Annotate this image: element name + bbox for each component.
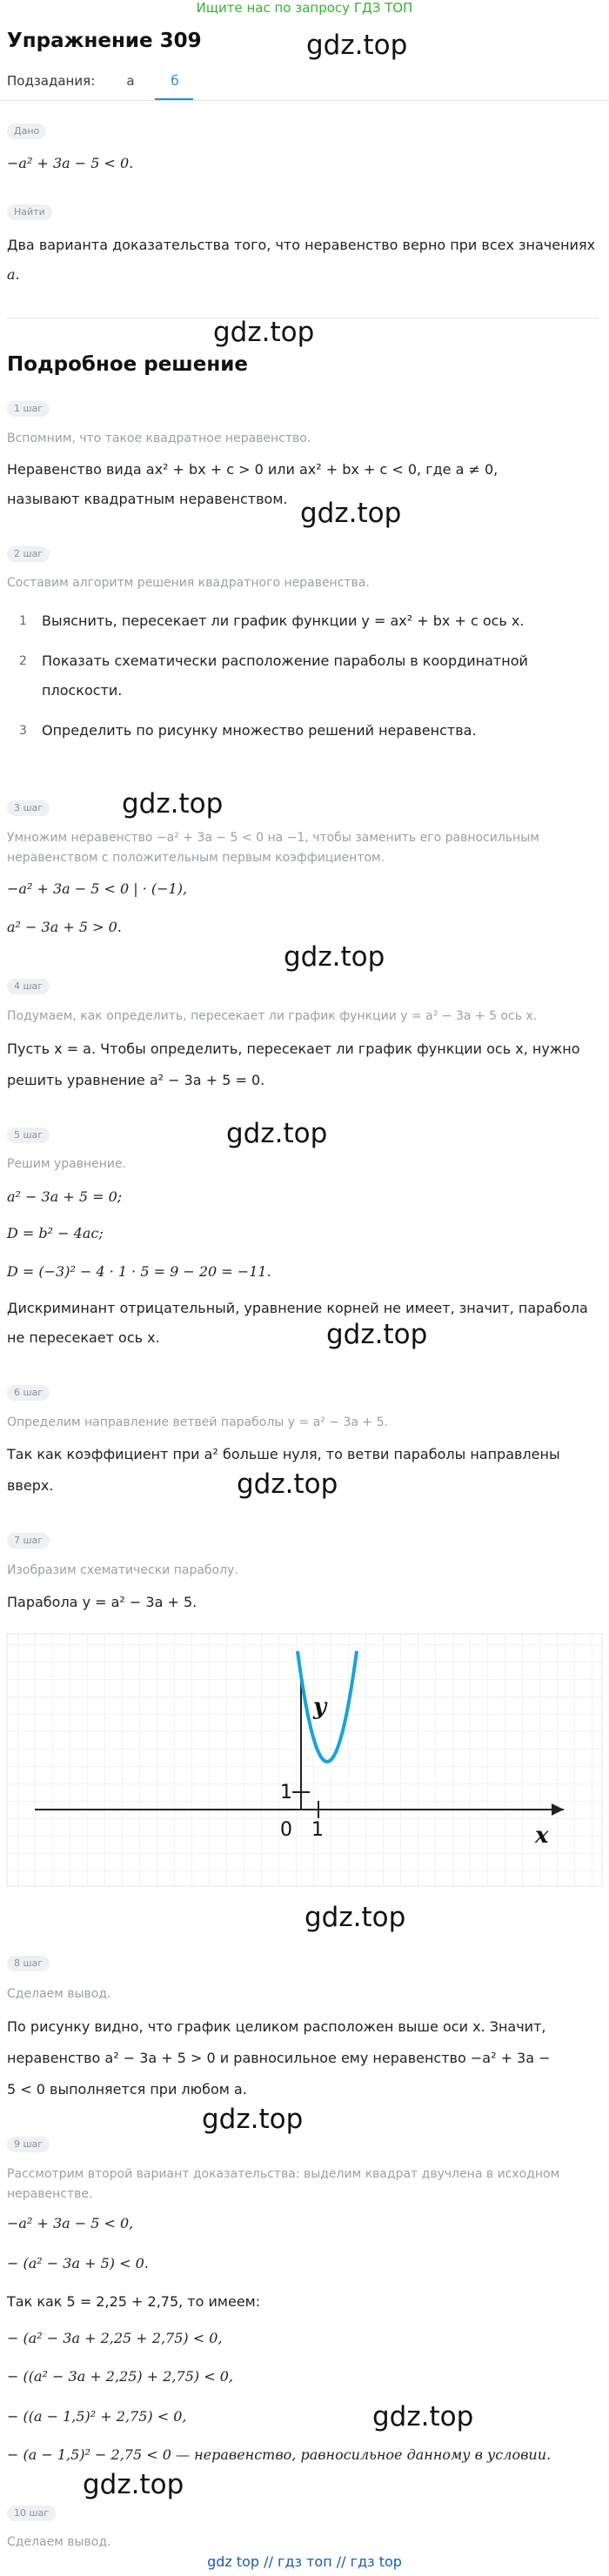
step-pill: 2 шаг (7, 546, 50, 562)
step-formula: − (a² − 3a + 2,25 + 2,75) < 0, (7, 2330, 223, 2346)
step-text: Дискриминант отрицательный, уравнение корней не имеет, значит, парабола (7, 1300, 588, 1316)
y-axis-label: y (313, 1694, 327, 1720)
list-item-cont: плоскости. (42, 682, 123, 699)
step-hint: Подумаем, как определить, пересекает ли график функции y = a² − 3a + 5 ось x. (7, 1009, 538, 1023)
step-text: неравенство a² − 3a + 5 > 0 и равносильное ему неравенство −a² + 3a − (7, 2050, 551, 2066)
tab-a[interactable]: а (126, 73, 135, 89)
y-tick-label: 1 (280, 1782, 292, 1803)
x-axis-label: x (535, 1823, 549, 1849)
step-pill: 10 шаг (7, 2506, 56, 2521)
step-text: не пересекает ось x. (7, 1329, 160, 1346)
step-hint: неравенстве. (7, 2187, 93, 2201)
step-pill: 3 шаг (7, 800, 50, 816)
step-text: называют квадратным неравенством. (7, 491, 288, 507)
footer-link-gdz-top-mixed[interactable]: гдз top (350, 2553, 402, 2570)
step-pill: 1 шаг (7, 401, 50, 417)
footer-link-gdz-top[interactable]: gdz top (207, 2553, 260, 2570)
step-text: Пусть x = a. Чтобы определить, пересекает ли график функции ось x, нужно (7, 1040, 580, 1057)
x-tick-label: 1 (311, 1819, 324, 1841)
step-text: решить уравнение a² − 3a + 5 = 0. (7, 1072, 265, 1088)
watermark: gdz.top (122, 788, 224, 820)
find-text: Два варианта доказательства того, что неравенство верно при всех значениях (7, 237, 596, 253)
step-hint: Составим алгоритм решения квадратного неравенства. (7, 576, 370, 590)
subtasks-label: Подзадания: (7, 73, 96, 89)
step-formula: a² − 3a + 5 > 0. (7, 919, 122, 935)
list-number: 3 (19, 724, 27, 738)
step-formula: −a² + 3a − 5 < 0 | · (−1), (7, 880, 188, 897)
solution-title: Подробное решение (7, 353, 248, 376)
step-hint: Определим направление ветвей параболы y = a² − 3a + 5. (7, 1415, 388, 1429)
step-pill: 4 шаг (7, 979, 50, 994)
step-formula: − ((a − 1,5)² + 2,75) < 0, (7, 2408, 187, 2425)
parabola-graph (0, 1627, 609, 1897)
list-number: 2 (19, 654, 27, 668)
step-hint: Изобразим схематически параболу. (7, 1563, 238, 1577)
step-formula: −a² + 3a − 5 < 0, (7, 2215, 134, 2231)
watermark: gdz.top (306, 30, 408, 61)
step-pill: 9 шаг (7, 2137, 50, 2152)
given-expression: −a² + 3a − 5 < 0. (7, 155, 134, 171)
step-hint: Умножим неравенство −a² + 3a − 5 < 0 на −1, чтобы заменить его равносильным (7, 831, 539, 845)
step-hint: неравенством с положительным первым коэффициентом. (7, 851, 385, 865)
step-formula: − (a² − 3a + 5) < 0. (7, 2255, 149, 2272)
footer-separator: // (264, 2553, 273, 2570)
step-pill: 8 шаг (7, 1956, 50, 1971)
find-variable: a. (7, 266, 20, 283)
step-formula: − (a − 1,5)² − 2,75 < 0 — неравенство, равносильное данному в условии. (7, 2446, 552, 2463)
watermark: gdz.top (326, 1319, 428, 1350)
watermark: gdz.top (300, 498, 402, 529)
tab-b[interactable]: б (171, 73, 179, 89)
watermark: gdz.top (213, 317, 315, 348)
step-formula: a² − 3a + 5 = 0; (7, 1188, 123, 1205)
step-text: Так как 5 = 2,25 + 2,75, то имеем: (7, 2293, 261, 2310)
step-text: По рисунку видно, что график целиком расположен выше оси x. Значит, (7, 2018, 546, 2035)
find-pill: Найти (7, 204, 52, 220)
step-pill: 5 шаг (7, 1127, 50, 1143)
step-text: вверх. (7, 1477, 54, 1494)
divider (0, 100, 609, 101)
watermark: gdz.top (304, 1902, 406, 1933)
step-formula: D = b² − 4ac; (7, 1225, 104, 1241)
watermark: gdz.top (372, 2401, 474, 2432)
step-hint: Сделаем вывод. (7, 1987, 111, 2001)
given-pill: Дано (7, 124, 46, 139)
footer-separator: // (336, 2553, 346, 2570)
list-item: Определить по рисунку множество решений неравенства. (42, 722, 477, 739)
footer-links (0, 2553, 609, 2570)
watermark: gdz.top (202, 2104, 304, 2135)
step-hint: Вспомним, что такое квадратное неравенство. (7, 432, 311, 445)
step-hint: Решим уравнение. (7, 1157, 127, 1171)
step-text: Неравенство вида ax² + bx + c > 0 или ax² + bx + c < 0, где a ≠ 0, (7, 461, 499, 478)
step-pill: 6 шаг (7, 1385, 50, 1401)
step-pill: 7 шаг (7, 1533, 50, 1549)
watermark: gdz.top (237, 1469, 338, 1500)
watermark: gdz.top (83, 2469, 184, 2500)
watermark: gdz.top (284, 941, 385, 973)
list-item: Показать схематически расположение параболы в координатной (42, 652, 528, 669)
list-number: 1 (19, 614, 27, 628)
step-formula: D = (−3)² − 4 · 1 · 5 = 9 − 20 = −11. (7, 1263, 271, 1280)
origin-label: 0 (280, 1819, 292, 1841)
step-formula: − ((a² − 3a + 2,25) + 2,75) < 0, (7, 2368, 233, 2385)
step-text: Так как коэффициент при a² больше нуля, то ветви параболы направлены (7, 1446, 560, 1462)
page-title: Упражнение 309 (7, 30, 202, 52)
list-item: Выяснить, пересекает ли график функции y = ax² + bx + c ось x. (42, 612, 525, 629)
graph-grid (7, 1634, 602, 1886)
footer-link-gdz-top-ru[interactable]: гдз топ (278, 2553, 332, 2570)
step-text: Парабола y = a² − 3a + 5. (7, 1594, 197, 1610)
promo-banner[interactable]: Ищите нас по запросу ГДЗ ТОП (196, 0, 413, 16)
watermark: gdz.top (226, 1118, 328, 1149)
step-text: 5 < 0 выполняется при любом a. (7, 2081, 247, 2098)
step-hint: Рассмотрим второй вариант доказательства: выделим квадрат двучлена в исходном (7, 2167, 560, 2181)
step-hint: Сделаем вывод. (7, 2535, 111, 2549)
